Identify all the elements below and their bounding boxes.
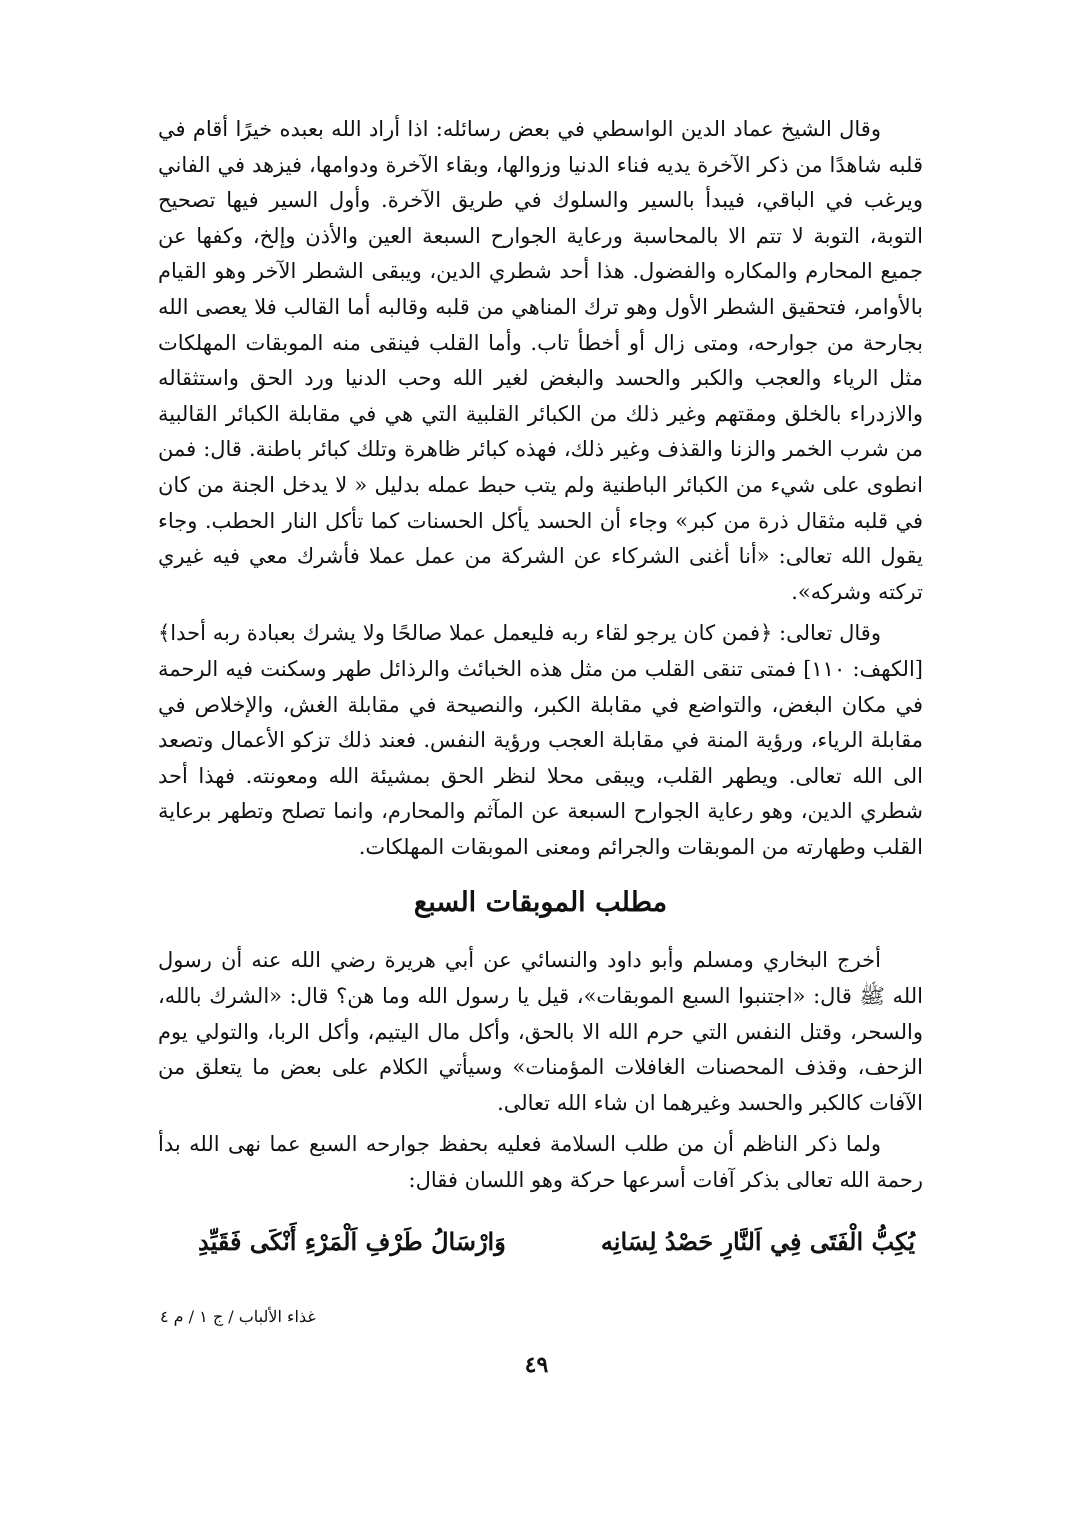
verse-second-hemistich: وَارْسَالُ طَرْفِ اَلْمَرْءِ أَنْكَى فَقَيِّدِ <box>198 1226 506 1256</box>
footer-signature-note: غذاء الألباب / ج ١ / م ٤ <box>160 1307 316 1326</box>
page-number: ٤٩ <box>524 1352 549 1378</box>
paragraph-wasiti-quote: وقال الشيخ عماد الدين الواسطي في بعض رسائله: اذا أراد الله بعبده خيرًا أقام في قلبه شاهدًا من ذكر الآخرة يديه فناء الدنيا وزوالها، وبقاء الآخرة ودوامها، فيزهد في الفاني ويرغب في الباقي، فيبدأ بالسير والسلوك في طريق الآخرة. وأول السير فيها تصحيح التوبة، التوبة لا تتم الا بالمحاسبة ورعاية الجوارح السبعة العين والأذن وإلخ، وكفها عن جميع المحارم والمكاره والفضول. هذا أحد شطري الدين، ويبقى الشطر الآخر وهو القيام بالأوامر، فتحقيق الشطر الأول وهو ترك المناهي من قلبه وقالبه أما القالب فلا يعصى الله بجارحة من جوارحه، ومتى زال أو أخطأ تاب. وأما القلب فينقى منه الموبقات المهلكات مثل الرياء والعجب والكبر والحسد والبغض لغير الله وحب الدنيا ورد الحق واستثقاله والازدراء بالخلق ومقتهم وغير ذلك من الكبائر القلبية التي هي في مقابلة الكبائر القالبية من شرب الخمر والزنا والقذف وغير ذلك، فهذه كبائر ظاهرة وتلك كبائر باطنة. قال: فمن انطوى على شيء من الكبائر الباطنية ولم يتب حبط عمله بدليل « لا يدخل الجنة من كان في قلبه مثقال ذرة من كبر» وجاء أن الحسد يأكل الحسنات كما تأكل النار الحطب. وجاء يقول الله تعالى: «أنا أغنى الشركاء عن الشركة من عمل عملا فأشرك معي فيه غيري تركته وشركه». <box>158 117 923 604</box>
verse-first-hemistich: يُكِبُّ الْفَتَى فِي اَلنَّارِ حَصْدُ لِسَانِه <box>600 1226 915 1256</box>
paragraph-quran-verse: وقال تعالى: ﴿فمن كان يرجو لقاء ربه فليعمل عملا صالحًا ولا يشرك بعبادة ربه أحدا﴾ [الكهف: ١١٠] فمتى تنقى القلب من مثل هذه الخبائث والرذائل طهر وسكنت فيه الرحمة في مكان البغض، والتواضع في مقابلة الكبر، والنصيحة في مقابلة الغش، والإخلاص في مقابلة الرياء، ورؤية المنة في مقابلة العجب ورؤية النفس. فعند ذلك تزكو الأعمال وتصعد الى الله تعالى. ويطهر القلب، ويبقى محلا لنظر الحق بمشيئة الله ومعونته. فهذا أحد شطري الدين، وهو رعاية الجوارح السبعة عن المآثم والمحارم، وانما تصلح وتطهر برعاية القلب وطهارته من الموبقات والجرائم ومعنى الموبقات المهلكات. <box>158 621 923 859</box>
paragraph-nazim: ولما ذكر الناظم أن من طلب السلامة فعليه بحفظ جوارحه السبع عما نهى الله بدأ رحمة الله تعالى بذكر آفات أسرعها حركة وهو اللسان فقال: <box>158 1132 923 1193</box>
page-body <box>158 112 923 1259</box>
poem-verse <box>158 1225 923 1259</box>
paragraph-hadith: أخرج البخاري ومسلم وأبو داود والنسائي عن أبي هريرة رضي الله عنه أن رسول الله ﷺ قال: «اجتنبوا السبع الموبقات»، قيل يا رسول الله وما هن؟ قال: «الشرك بالله، والسحر، وقتل النفس التي حرم الله الا بالحق، وأكل مال اليتيم، وأكل الربا، والتولي يوم الزحف، وقذف المحصنات الغافلات المؤمنات» وسيأتي الكلام على بعض ما يتعلق من الآفات كالكبر والحسد وغيرهما ان شاء الله تعالى. <box>158 948 923 1115</box>
section-heading: مطلب الموبقات السبع <box>413 887 668 919</box>
